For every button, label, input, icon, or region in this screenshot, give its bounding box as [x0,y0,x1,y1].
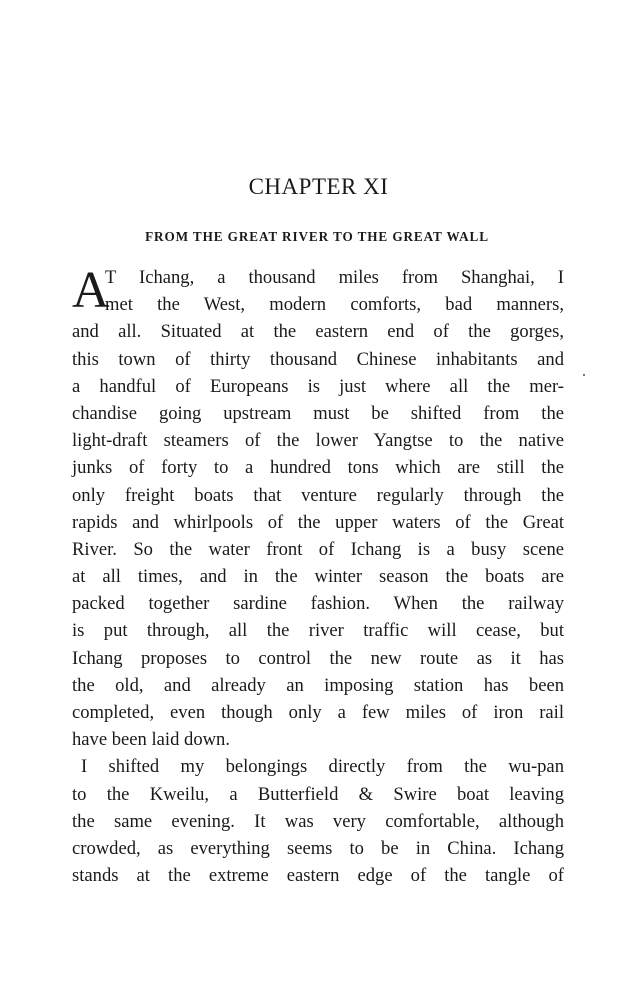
text-line: Ichang proposes to control the new route as it has [72,647,564,669]
text-line: at all times, and in the winter season the boats are [72,566,564,588]
first-line-text: T Ichang, a thousand miles from Shanghai, I [105,267,564,288]
text-line: the old, and already an imposing station has been [72,674,564,696]
text-line: met the West, modern comforts, bad manners, [105,294,564,316]
text-line: is put through, all the river traffic will cease, but [72,620,564,642]
paragraph-2 [72,753,564,889]
text-line: have been laid down. [72,729,230,751]
drop-cap: A [72,262,110,319]
text-line: chandise going upstream must be shifted from the [72,402,564,424]
text-line: I shifted my belongings directly from the wu-pan [81,756,564,778]
text-line: packed together sardine fashion. When the railway [72,593,564,615]
text-line: a handful of Europeans is just where all the mer- [72,375,564,397]
text-line: River. So the water front of Ichang is a busy scene [72,538,564,560]
text-line: to the Kweilu, a Butterfield & Swire boat leaving [72,783,564,805]
text-line: only freight boats that venture regularly through the [72,484,564,506]
paragraph-1 [72,264,564,753]
text-line: and all. Situated at the eastern end of the gorges, [72,321,564,343]
text-line: stands at the extreme eastern edge of the tangle of [72,865,564,887]
chapter-title: CHAPTER XI [248,174,389,199]
text-line: crowded, as everything seems to be in China. Ichang [72,837,564,859]
text-line: completed, even though only a few miles of iron rail [72,702,564,723]
text-line: this town of thirty thousand Chinese inhabitants and [72,348,564,370]
scan-speck [583,374,585,376]
chapter-subtitle: FROM THE GREAT RIVER TO THE GREAT WALL [145,229,489,244]
text-line: junks of forty to a hundred tons which are still the [72,457,564,479]
text-line: rapids and whirlpools of the upper waters of the Great [72,511,564,533]
text-line: light-draft steamers of the lower Yangtse to the native [72,430,564,452]
body-text [72,264,564,889]
text-line: the same evening. It was very comfortable, although [72,810,564,832]
